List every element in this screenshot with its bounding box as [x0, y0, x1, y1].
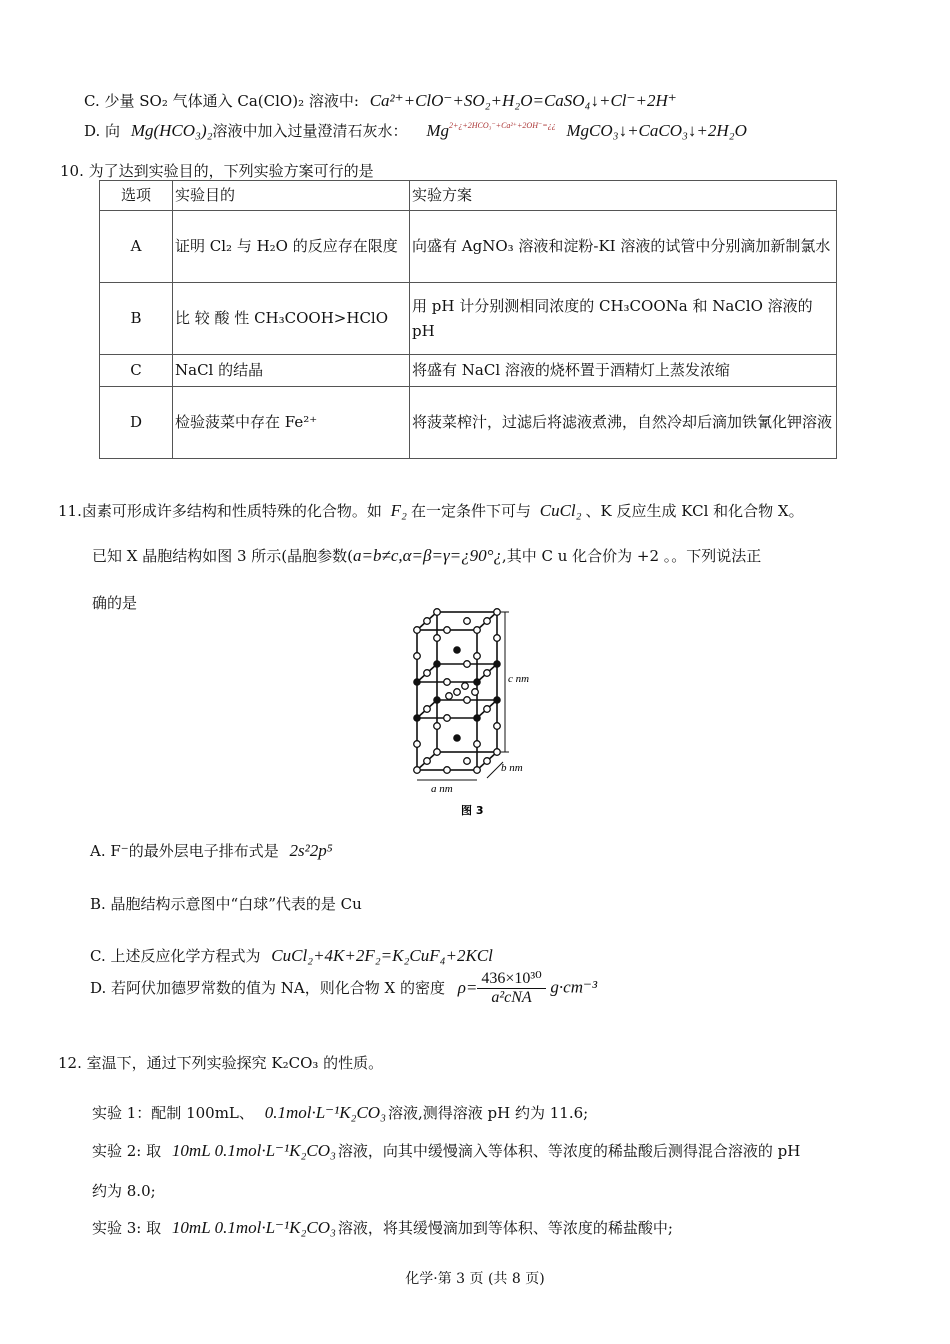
q11-option-b: B. 晶胞结构示意图中“白球”代表的是 Cu — [90, 895, 362, 913]
q9-option-c-label: C. 少量 SO₂ 气体通入 Ca(ClO)₂ 溶液中: — [84, 92, 359, 110]
table-header: 实验目的 — [173, 181, 410, 211]
q11-option-a — [90, 840, 333, 861]
q11-cucl2: CuCl₂ — [539, 501, 582, 520]
table-row — [100, 387, 837, 459]
q12-stem: 12. 室温下，通过下列实验探究 K₂CO₃ 的性质。 — [58, 1054, 384, 1072]
q11-stem-part: 11.卤素可形成许多结构和性质特殊的化合物。如 — [58, 502, 382, 520]
q12-exp1-text: 实验 1：配制 100mL、 — [92, 1104, 254, 1122]
table-cell-goal: 证明 Cl₂ 与 H₂O 的反应存在限度 — [173, 211, 410, 283]
q12-exp1 — [92, 1102, 588, 1123]
q11-stem-part: 在一定条件下可与 — [410, 502, 531, 520]
q11-params: a=b≠c,α=β=γ=¿90°¿ — [353, 546, 502, 565]
figure-caption: 图 3 — [461, 804, 484, 817]
q12-exp2-formula: 10mL 0.1mol·L⁻¹K₂CO₃ — [171, 1141, 336, 1160]
q11-option-d — [90, 968, 597, 1007]
q12-exp1-text: 溶液,测得溶液 pH 约为 11.6; — [388, 1104, 589, 1122]
q9-option-d-eq-garbled: 2+¿+2HCO₃⁻+Ca²⁺+2OH⁻=¿¿ — [448, 121, 556, 130]
q10-table — [99, 180, 837, 459]
q12-exp2 — [92, 1140, 800, 1161]
fraction-numerator: 436×10³⁰ — [477, 968, 545, 989]
table-row — [100, 283, 837, 355]
q11-option-d-text: D. 若阿伏加德罗常数的值为 NA，则化合物 X 的密度 — [90, 979, 445, 997]
table-header: 选项 — [100, 181, 173, 211]
table-cell-plan: 向盛有 AgNO₃ 溶液和淀粉-KI 溶液的试管中分别滴加新制氯水 — [410, 211, 837, 283]
table-cell-goal: 比 较 酸 性 CH₃COOH>HClO — [173, 283, 410, 355]
q11-f2: F₂ — [390, 501, 407, 520]
table-row — [100, 355, 837, 387]
table-cell-option: B — [100, 283, 173, 355]
q12-exp1-formula: 0.1mol·L⁻¹K₂CO₃ — [264, 1103, 386, 1122]
q9-option-d-eq-left: Mg — [426, 121, 449, 140]
figure-label-a: a nm — [431, 783, 453, 795]
table-cell-option: C — [100, 355, 173, 387]
q12-exp2-cont: 约为 8.0; — [92, 1182, 156, 1200]
table-header-row — [100, 181, 837, 211]
q9-option-c-equation: Ca²⁺+ClO⁻+SO₂+H₂O=CaSO₄↓+Cl⁻+2H⁺ — [369, 91, 677, 110]
table-cell-option: A — [100, 211, 173, 283]
page-footer: 化学·第 3 页 (共 8 页) — [405, 1271, 545, 1287]
q11-line3: 确的是 — [92, 594, 138, 612]
q12-exp2-text: 实验 2: 取 — [92, 1142, 162, 1160]
table-cell-plan: 将菠菜榨汁，过滤后将滤液煮沸，自然冷却后滴加铁氰化钾溶液 — [410, 387, 837, 459]
q12-exp3-text: 实验 3: 取 — [92, 1219, 162, 1237]
q11-line2 — [92, 545, 761, 566]
q12-exp3 — [92, 1217, 673, 1238]
q11-option-d-rho: ρ= — [457, 977, 478, 997]
table-row — [100, 211, 837, 283]
q9-option-d-label: D. 向 — [84, 122, 121, 140]
q11-option-c-text: C. 上述反应化学方程式为 — [90, 947, 261, 965]
q12-exp2-text: 溶液，向其中缓慢滴入等体积、等浓度的稀盐酸后测得混合溶液的 pH — [337, 1142, 801, 1160]
q10-stem: 10. 为了达到实验目的，下列实验方案可行的是 — [60, 162, 374, 180]
table-header: 实验方案 — [410, 181, 837, 211]
q11-line2-part: ,其中 C u 化合价为 +2 。。下列说法正 — [501, 547, 762, 565]
figure-label-b: b nm — [501, 762, 523, 774]
q9-option-c — [84, 90, 677, 111]
q11-option-a-formula: 2s²2p⁵ — [289, 841, 333, 860]
q12-exp3-text: 溶液，将其缓慢滴加到等体积、等浓度的稀盐酸中; — [337, 1219, 673, 1237]
table-cell-plan: 将盛有 NaCl 溶液的烧杯置于酒精灯上蒸发浓缩 — [410, 355, 837, 387]
crystal-cell-figure — [405, 608, 555, 823]
q11-option-c-formula: CuCl₂+4K+2F₂=K₂CuF₄+2KCl — [271, 946, 493, 965]
q9-option-d-eq-right: MgCO₃↓+CaCO₃↓+2H₂O — [566, 121, 747, 140]
table-cell-option: D — [100, 387, 173, 459]
fraction-denominator: a²cNA — [491, 989, 532, 1006]
q9-option-d-text: 溶液中加入过量澄清石灰水： — [212, 122, 408, 140]
q9-option-d-reagent: Mg(HCO₃)₂ — [130, 121, 213, 140]
figure-label-c: c nm — [508, 673, 530, 685]
table-cell-goal: NaCl 的结晶 — [173, 355, 410, 387]
q11-density-fraction — [477, 968, 545, 1007]
q11-option-d-unit: g·cm⁻³ — [550, 977, 598, 997]
q11-option-a-text: A. F⁻的最外层电子排布式是 — [90, 842, 279, 860]
q11-option-c — [90, 945, 493, 966]
table-cell-goal: 检验菠菜中存在 Fe²⁺ — [173, 387, 410, 459]
q11-stem — [58, 500, 804, 521]
q9-option-d — [84, 120, 747, 141]
table-cell-plan: 用 pH 计分别测相同浓度的 CH₃COONa 和 NaClO 溶液的 pH — [410, 283, 837, 355]
q11-stem-part: 、K 反应生成 KCl 和化合物 X。 — [585, 502, 804, 520]
q12-exp3-formula: 10mL 0.1mol·L⁻¹K₂CO₃ — [171, 1218, 336, 1237]
q11-line2-part: 已知 X 晶胞结构如图 3 所示(晶胞参数( — [92, 547, 354, 565]
